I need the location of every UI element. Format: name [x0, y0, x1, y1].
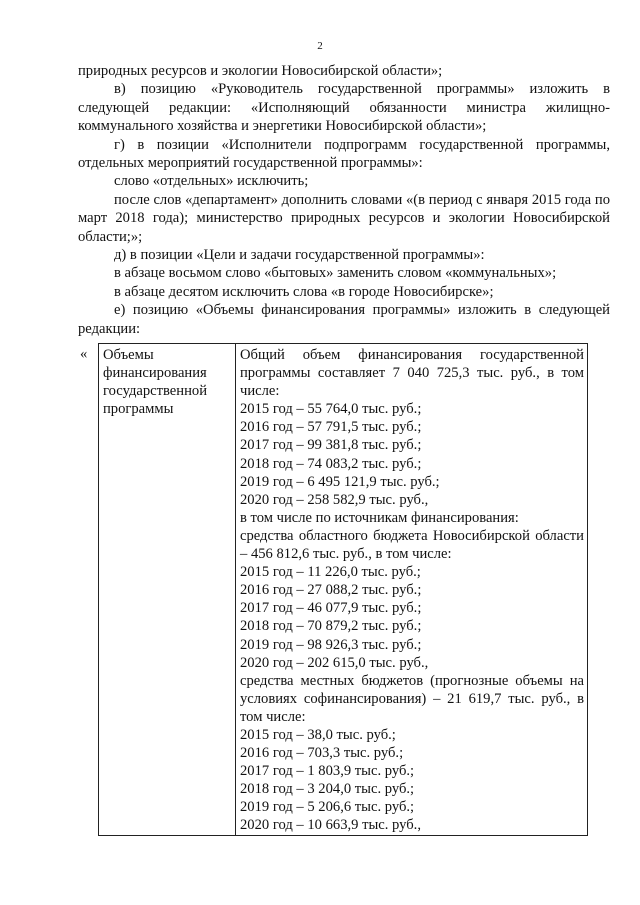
financing-value-cell [236, 344, 588, 836]
paragraph: в) позицию «Руководитель государственной программы» изложить в следующей редакции: «Исполняющий обязанности министра жилищно-коммунального хозяйства и энергетики Новосибирской области»; [78, 81, 610, 135]
paragraph: слово «отдельных» исключить; [114, 173, 309, 190]
financing-line: 2018 год – 3 204,0 тыс. руб.; [240, 781, 415, 798]
financing-line: 2019 год – 5 206,6 тыс. руб.; [240, 799, 415, 816]
paragraph: в абзаце десятом исключить слова «в городе Новосибирске»; [114, 283, 494, 300]
financing-line: Общий объем финансирования государственной программы составляет 7 040 725,3 тыс. руб., в том числе: [240, 347, 584, 400]
financing-line: 2015 год – 11 226,0 тыс. руб.; [240, 564, 421, 581]
body-text [78, 62, 610, 338]
financing-line: 2017 год – 1 803,9 тыс. руб.; [240, 763, 415, 780]
financing-line: 2017 год – 99 381,8 тыс. руб.; [240, 437, 422, 454]
financing-line: 2018 год – 74 083,2 тыс. руб.; [240, 455, 422, 472]
financing-line: 2019 год – 98 926,3 тыс. руб.; [240, 636, 422, 653]
financing-line: 2017 год – 46 077,9 тыс. руб.; [240, 600, 422, 617]
paragraph: г) в позиции «Исполнители подпрограмм государственной программы, отдельных мероприятий государственной программы»: [78, 136, 610, 172]
financing-line: 2015 год – 38,0 тыс. руб.; [240, 726, 396, 743]
financing-line: в том числе по источникам финансирования: [240, 509, 519, 526]
financing-line: 2016 год – 703,3 тыс. руб.; [240, 745, 404, 762]
financing-line: 2020 год – 258 582,9 тыс. руб., [240, 491, 429, 508]
financing-line: 2015 год – 55 764,0 тыс. руб.; [240, 401, 422, 418]
table-row [99, 344, 588, 836]
financing-line: средства областного бюджета Новосибирской области – 456 812,6 тыс. руб., в том числе: [240, 527, 584, 563]
page-number: 2 [317, 40, 323, 52]
financing-line: 2020 год – 202 615,0 тыс. руб., [240, 654, 429, 671]
paragraph: после слов «департамент» дополнить словами «(в период с января 2015 года по март 2018 года); министерство природных ресурсов и экологии Новосибирской области;»; [78, 191, 610, 245]
financing-line: 2018 год – 70 879,2 тыс. руб.; [240, 618, 422, 635]
financing-line: средства местных бюджетов (прогнозные объемы на условиях софинансирования) – 21 619,7 тыс. руб., в том числе: [240, 672, 584, 725]
paragraph: е) позицию «Объемы финансирования программы» изложить в следующей редакции: [78, 302, 610, 337]
financing-line: 2016 год – 57 791,5 тыс. руб.; [240, 419, 422, 436]
opening-quote: « [80, 346, 88, 362]
financing-label-cell: Объемы финансирования государственной программы [99, 344, 236, 836]
paragraph: д) в позиции «Цели и задачи государственной программы»: [114, 247, 485, 264]
financing-line: 2016 год – 27 088,2 тыс. руб.; [240, 582, 422, 599]
financing-line: 2020 год – 10 663,9 тыс. руб., [240, 817, 421, 834]
financing-table [98, 343, 588, 836]
paragraph: природных ресурсов и экологии Новосибирской области»; [78, 63, 443, 79]
paragraph: в абзаце восьмом слово «бытовых» заменить словом «коммунальных»; [114, 265, 557, 282]
financing-line: 2019 год – 6 495 121,9 тыс. руб.; [240, 473, 440, 490]
